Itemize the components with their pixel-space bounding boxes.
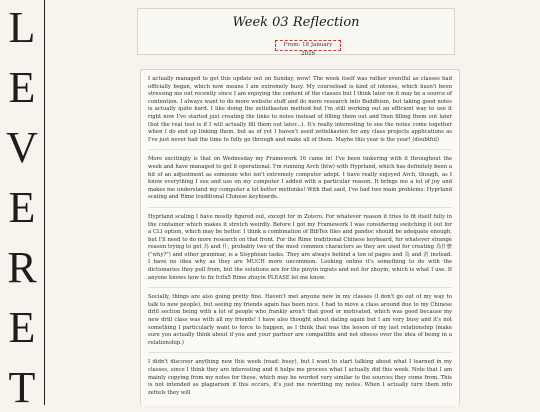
date-prefix: From: xyxy=(283,42,301,48)
sidebar-letter: T xyxy=(8,363,36,412)
page-title: Week 03 Reflection xyxy=(232,15,360,30)
post-header xyxy=(137,8,455,55)
post-paragraph: Socially, things are also going pretty fine. Haven't met anyone new in my classes (I don't go out of my way to talk to new people), but seeing my friends again has been nice. I had to move a class around due to my Chinese drill section being with a lot of people who frankly aren't that good or motivated, which was good because my new drill class was with all my friends! I have also thought about dating again but I am very busy and it's not something I particularly want to force to happen, as I think that was the lesson of my last relationship (make sure you actually think about if you and your partner are compatible and not obsess over the idea of being in a relationship.) xyxy=(148,294,452,353)
post-paragraph: I didn't discover anything new this week (read: busy), but I want to start talking about what I learned in my classes, since I think they are interesting and it helps me process what I actually did this week. Note that I am mainly copying from my notes for these, which may be worded very similar to the sources they come from. This is not intended as plagiarism if this occurs, it's just me rewriting my notes. When I actually turn them into zettels they will xyxy=(148,359,452,396)
sidebar xyxy=(0,0,45,412)
sidebar-letter: R xyxy=(7,243,37,292)
post-paragraph: Hyprland scaling I have mostly figured out, except for in Zotero. For whatever reason it tries to fit itself fully in the container which makes it stretch weirdly. Before I got my Framework I was considering switching it out for a CLI option, which may be better. I think a combination of BibTex files and pandoc should be adequate enough, but I'll need to do more research on that front. For the Rime traditional Chinese keyboard, for whatever strange reason trying to get 為 and 什, probably two of the most common characters as they are used for creating 為什麼 ("why?") and other grammar, is a Sisyphean tasks. They are always behind a ton of pages and 為 and 甚 instead. I have no idea why as they are MUCH more uncommon. Looking online it's something to do with the dictionaries they pull from, but the solutions are for the pinyin inputs and not for zhuyin, which is what I use. If anyone knows how to fix fcitx5 Rime zhuyin PLEASE let me know. xyxy=(148,214,452,288)
sidebar-letter: E xyxy=(8,303,36,352)
sidebar-letter: V xyxy=(6,123,38,172)
post-body[interactable] xyxy=(140,69,460,405)
sidebar-letter: L xyxy=(8,3,36,52)
post-paragraph: More excitingly is that on Wednesday my Framework 16 came in! I've been tinkering with it throughout the week and have managed to get it operational. I'm running Arch (btw) with Hyprland, which has definitely been a bit of an adjustment as someone who isn't extremely computer adept. I have really enjoyed Arch, though, as I know everything I see and use on my computer I added with a particular reason. It brings me a lot of joy and makes me understand my computer a lot better methinks! With that said, I've had two main problems: Hyprland scaling and Rime traditional Chinese keyboards. xyxy=(148,156,452,208)
sidebar-letter: E xyxy=(8,183,36,232)
sidebar-letter: E xyxy=(8,63,36,112)
post-paragraph: I actually managed to get this update out on Sunday, wow! The week itself was rather eventful as classes had officially began, which now means I am extremely busy. My courseload is kind of intense, which hasn't been stressing me out recently since I am enjoying the content of the classes but I think later on it may be a source of contention. I always want to do more website stuff and do more research into Buddhism, but taking good notes is actually quite hard. I like doing the zettelkasten method but I'm still working out an efficient way to use it right now I've started just creating the links to notes instead of filling them out and then filling them out later (but the real test is if I will actually fill them out later...). It's really interesting to see the notes come together when I do end up linking them, but as of yet I haven't used zettelkasten for any class projects applications as I've just never had the time to fully go through and make all of them. Maybe this year is the year! (doubtful) xyxy=(148,76,452,150)
post-date xyxy=(275,40,341,57)
main-content xyxy=(130,0,470,405)
date-value: 18 January 2026 xyxy=(301,42,333,57)
